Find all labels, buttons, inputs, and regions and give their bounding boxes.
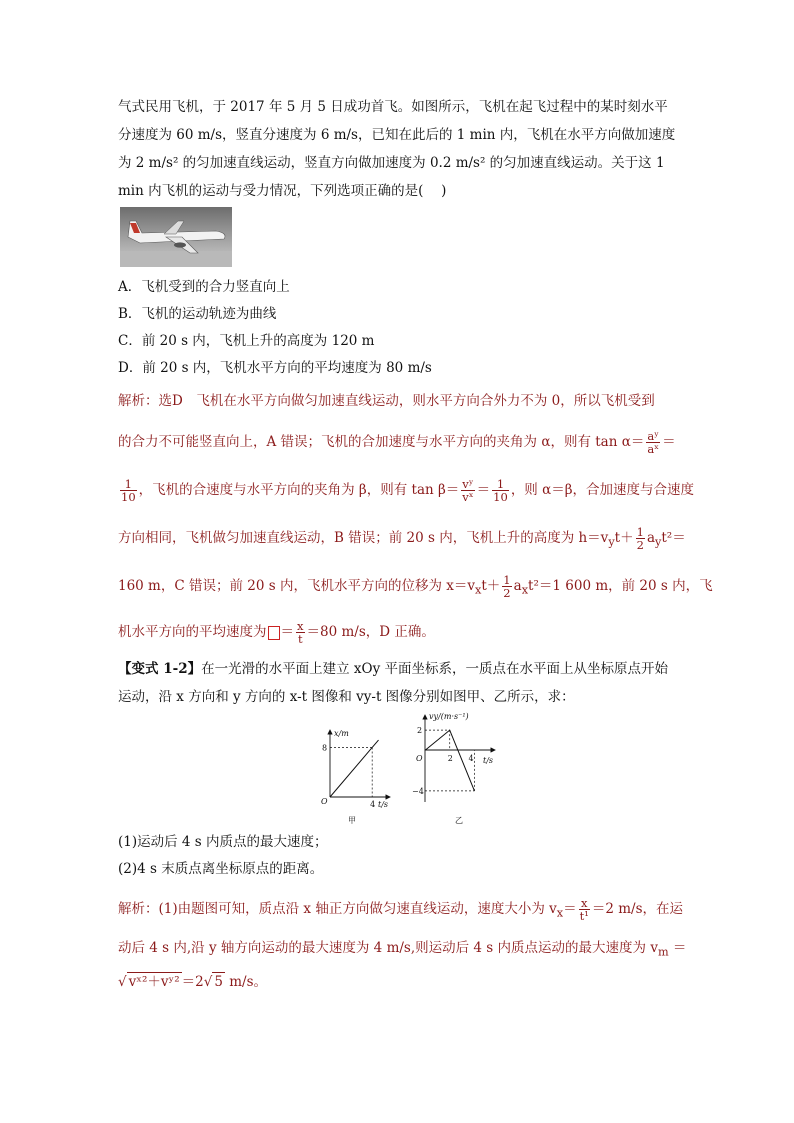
figure-caption: 甲 xyxy=(348,816,356,825)
solution1-text: ＝80 m/s，D 正确。 xyxy=(306,624,435,640)
solution1-line-4 xyxy=(118,525,686,552)
solution2-line-2 xyxy=(118,939,687,962)
fraction-numerator: vʸ xyxy=(462,477,474,491)
fraction-denominator: 10 xyxy=(493,490,508,504)
subscript: m xyxy=(657,945,669,959)
y-axis-label: vy/(m·s⁻¹) xyxy=(429,712,469,721)
question-1: (1)运动后 4 s 内质点的最大速度； xyxy=(118,834,328,850)
x-tick-label: 2 xyxy=(447,754,453,763)
fraction xyxy=(492,478,509,503)
fraction-denominator: t xyxy=(297,632,303,646)
option-d: D．前 20 s 内，飞机水平方向的平均速度为 80 m/s xyxy=(118,360,432,376)
fraction xyxy=(646,430,660,455)
solution1-text: t＋ xyxy=(481,578,501,594)
airplane-photo xyxy=(120,207,232,267)
y-tick-label: 8 xyxy=(322,743,328,753)
x-tick-label: 4 xyxy=(370,800,376,809)
origin-label: O xyxy=(416,754,423,763)
solution2-text: ＝ xyxy=(563,901,577,917)
option-a: A．飞机受到的合力竖直向上 xyxy=(118,279,290,295)
fraction-denominator: t¹ xyxy=(579,909,589,923)
radicand: 5 xyxy=(214,974,223,990)
fraction-denominator: 2 xyxy=(636,538,644,552)
fraction xyxy=(579,897,590,922)
solution1-line-3 xyxy=(118,477,695,504)
solution2-text: 动后 4 s 内,沿 y 轴方向运动的最大速度为 4 m/s,则运动后 4 s 内质点运动的最大速度为 v xyxy=(118,940,658,956)
fraction-numerator: 1 xyxy=(636,525,644,539)
motion-graphs xyxy=(300,710,520,830)
variant-line-1 xyxy=(118,660,678,678)
solution2-line-1 xyxy=(118,896,684,923)
fraction xyxy=(296,620,305,645)
subscript: x xyxy=(556,906,564,920)
sqrt-sign-icon: √ xyxy=(118,974,127,990)
solution1-line-2 xyxy=(118,430,678,455)
solution2-text: ＝ xyxy=(668,940,687,956)
solution1-text: t＋ xyxy=(614,530,634,546)
problem-line-4: min 内飞机的运动与受力情况，下列选项正确的是( ) xyxy=(118,183,447,199)
solution1-text: ＝ xyxy=(662,434,676,450)
solution1-text: ＝ xyxy=(280,624,294,640)
y-tick-label: 2 xyxy=(417,726,423,736)
solution2-text: ＝2 xyxy=(181,974,204,990)
solution2-text: 解析：(1)由题图可知，质点沿 x 轴正方向做匀速直线运动，速度大小为 v xyxy=(118,901,557,917)
fraction-numerator: x xyxy=(297,619,304,633)
solution2-line-3 xyxy=(118,972,678,991)
sqrt-sign-icon: √ xyxy=(203,974,213,990)
solution1-line-6 xyxy=(118,620,678,645)
y-axis-label: x/m xyxy=(334,729,349,738)
radicand: vˣ²＋vʸ² xyxy=(128,974,180,990)
solution1-text: 方向相同，飞机做匀加速直线运动，B 错误；前 20 s 内，飞机上升的高度为 h＝v xyxy=(118,530,609,546)
fraction-denominator: 2 xyxy=(503,586,511,600)
solution1-text: t²＝1 600 m，前 20 s 内，飞 xyxy=(528,578,713,594)
figure-caption: 乙 xyxy=(455,816,463,825)
problem-line-3: 为 2 m/s² 的匀加速直线运动，竖直方向做加速度为 0.2 m/s² 的匀加速直线运动。关于这 1 xyxy=(118,155,665,171)
fraction-numerator: 1 xyxy=(120,478,137,491)
question-2: (2)4 s 末质点离坐标原点的距离。 xyxy=(118,861,324,877)
subscript: y xyxy=(608,535,615,549)
solution1-line-5 xyxy=(118,573,713,600)
solution1-text: ，则 α＝β，合加速度与合速度 xyxy=(510,482,695,498)
series-line-jia xyxy=(330,740,379,797)
figure-yi xyxy=(412,712,495,825)
solution1-text: ＝ xyxy=(476,482,491,498)
option-b: B．飞机的运动轨迹为曲线 xyxy=(118,306,277,322)
average-velocity-symbol-icon xyxy=(268,626,280,640)
figure-jia xyxy=(321,729,390,825)
fraction-denominator: aˣ xyxy=(647,442,660,456)
solution1-text: 机水平方向的平均速度为 xyxy=(118,624,267,640)
solution1-text: ，飞机的合速度与水平方向的夹角为 β，则有 tan β＝ xyxy=(138,482,460,498)
fraction-denominator: 10 xyxy=(121,490,136,504)
fraction-numerator: 1 xyxy=(492,478,509,491)
origin-label: O xyxy=(321,797,328,806)
fraction xyxy=(461,478,474,503)
solution1-text: a xyxy=(513,578,522,594)
fraction xyxy=(120,478,137,503)
fraction-numerator: aʸ xyxy=(647,429,660,443)
fraction-denominator: vˣ xyxy=(462,490,474,504)
variant-text: 在一光滑的水平面上建立 xOy 平面坐标系，一质点在水平面上从坐标原点开始 xyxy=(201,661,668,677)
fraction xyxy=(502,574,511,599)
solution1-line-1: 解析：选D 飞机在水平方向做匀加速直线运动，则水平方向合外力不为 0，所以飞机受到 xyxy=(118,393,655,409)
solution2-text: ＝2 m/s，在运 xyxy=(591,901,684,917)
airplane-icon xyxy=(120,207,232,267)
solution1-text: 160 m，C 错误；前 20 s 内，飞机水平方向的位移为 x＝v xyxy=(118,578,475,594)
subscript: y xyxy=(655,535,662,549)
solution2-text: m/s。 xyxy=(224,974,267,990)
variant-line-2: 运动，沿 x 方向和 y 方向的 x-t 图像和 vy-t 图像分别如图甲、乙所示，求： xyxy=(118,689,575,705)
y-tick-label: −4 xyxy=(412,786,424,796)
x-axis-label: t/s xyxy=(483,756,494,765)
subscript: x xyxy=(475,583,482,597)
subscript: x xyxy=(521,583,529,597)
fraction-numerator: x xyxy=(579,897,590,910)
solution1-text: 的合力不可能竖直向上，A 错误；飞机的合加速度与水平方向的夹角为 α，则有 tan α＝ xyxy=(118,434,645,450)
fraction-numerator: 1 xyxy=(503,573,511,587)
x-tick-label: 4 xyxy=(468,754,474,763)
problem-line-1: 气式民用飞机，于 2017 年 5 月 5 日成功首飞。如图所示，飞机在起飞过程中的某时刻水平 xyxy=(118,99,668,115)
x-axis-label: t/s xyxy=(378,800,389,809)
fraction xyxy=(636,526,645,551)
solution1-text: a xyxy=(646,530,655,546)
option-c: C．前 20 s 内，飞机上升的高度为 120 m xyxy=(118,333,375,349)
problem-line-2: 分速度为 60 m/s，竖直分速度为 6 m/s，已知在此后的 1 min 内，飞机在水平方向做加速度 xyxy=(118,127,676,143)
solution1-text: t²＝ xyxy=(661,530,686,546)
variant-tag: 【变式 1-2】 xyxy=(118,661,202,677)
